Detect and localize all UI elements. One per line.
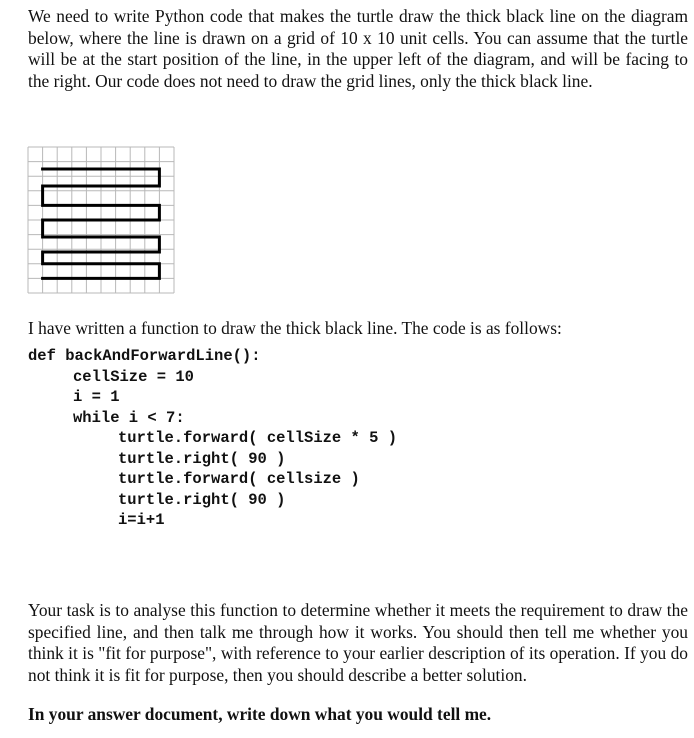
code-line: def backAndForwardLine(): [28,347,261,365]
code-block [28,346,397,531]
turtle-grid-diagram [27,146,181,296]
code-line: turtle.forward( cellSize * 5 ) [118,429,398,447]
code-line: i=i+1 [118,511,165,529]
code-line: turtle.right( 90 ) [118,449,286,468]
code-line: while i < 7: [73,408,185,427]
code-intro-paragraph: I have written a function to draw the thick black line. The code is as follows: [28,318,562,338]
final-instruction: In your answer document, write down what you would tell me. [28,704,492,724]
code-line: cellSize = 10 [73,367,194,386]
code-line: turtle.right( 90 ) [118,490,286,509]
code-line: i = 1 [73,388,120,406]
task-paragraph: Your task is to analyse this function to determine whether it meets the requirement to draw the specified line, and then talk me through how it works. You should then tell me whether you think it is "fit for purpose", with reference to your earlier description of its operation. If you do not think it is fit for purpose, then you should describe a better solution. [28,600,688,685]
code-line: turtle.forward( cellsize ) [118,470,360,488]
intro-paragraph: We need to write Python code that makes the turtle draw the thick black line on the diagram below, where the line is drawn on a grid of 10 x 10 unit cells. You can assume that the turtle will be at the start position of the line, in the upper left of the diagram, and will be facing to the right. Our code does not need to draw the grid lines, only the thick black line. [28,6,688,91]
